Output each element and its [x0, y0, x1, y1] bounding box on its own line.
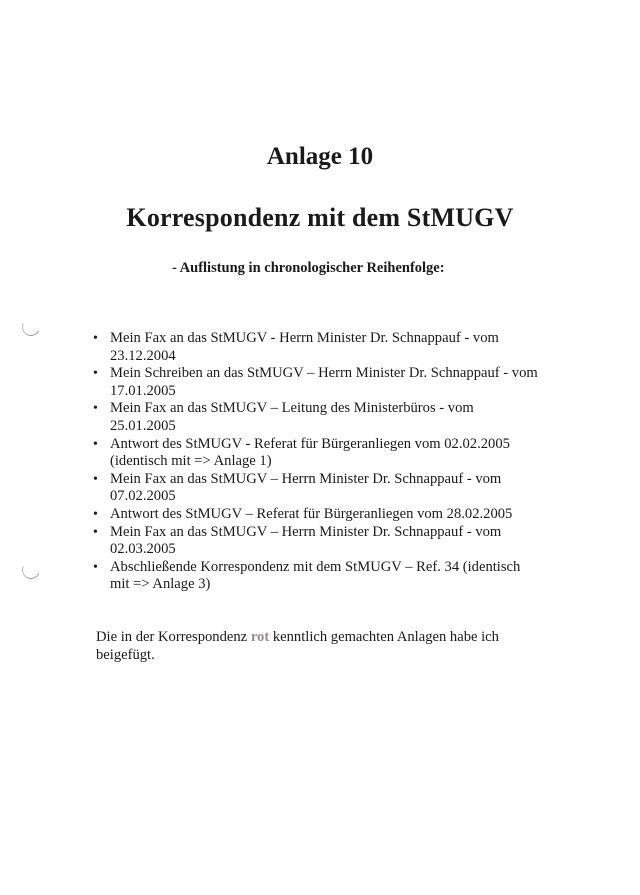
document-title: Anlage 10	[266, 143, 374, 170]
closing-text-end: kenntlich gemachten Anlagen habe ich beigefügt.	[96, 629, 499, 663]
document-subtitle: Korrespondenz mit dem StMUGV	[126, 203, 514, 232]
punch-hole-mark	[19, 315, 42, 338]
closing-paragraph	[96, 628, 536, 664]
correspondence-list	[92, 330, 542, 594]
list-item: • Abschließende Korrespondenz mit dem StMUGV – Ref. 34 (identisch mit => Anlage 3)	[92, 559, 542, 594]
list-item: • Antwort des StMUGV - Referat für Bürgeranliegen vom 02.02.2005 (identisch mit => Anlage 1)	[92, 436, 542, 471]
punch-hole-mark	[19, 558, 42, 581]
list-intro: - Auflistung in chronologischer Reihenfolge:	[172, 260, 445, 276]
list-item: • Mein Fax an das StMUGV - Herrn Minister Dr. Schnappauf - vom 23.12.2004	[92, 330, 542, 365]
list-item: • Mein Fax an das StMUGV – Leitung des Ministerbüros - vom 25.01.2005	[92, 400, 542, 435]
list-item: • Mein Fax an das StMUGV – Herrn Minister Dr. Schnappauf - vom 07.02.2005	[92, 471, 542, 506]
list-item: • Antwort des StMUGV – Referat für Bürgeranliegen vom 28.02.2005	[92, 506, 542, 524]
list-item: • Mein Schreiben an das StMUGV – Herrn Minister Dr. Schnappauf - vom 17.01.2005	[92, 365, 542, 400]
closing-text-start: Die in der Korrespondenz	[96, 629, 251, 645]
closing-highlight-word: rot	[250, 629, 270, 645]
list-item: • Mein Fax an das StMUGV – Herrn Minister Dr. Schnappauf - vom 02.03.2005	[92, 524, 542, 559]
